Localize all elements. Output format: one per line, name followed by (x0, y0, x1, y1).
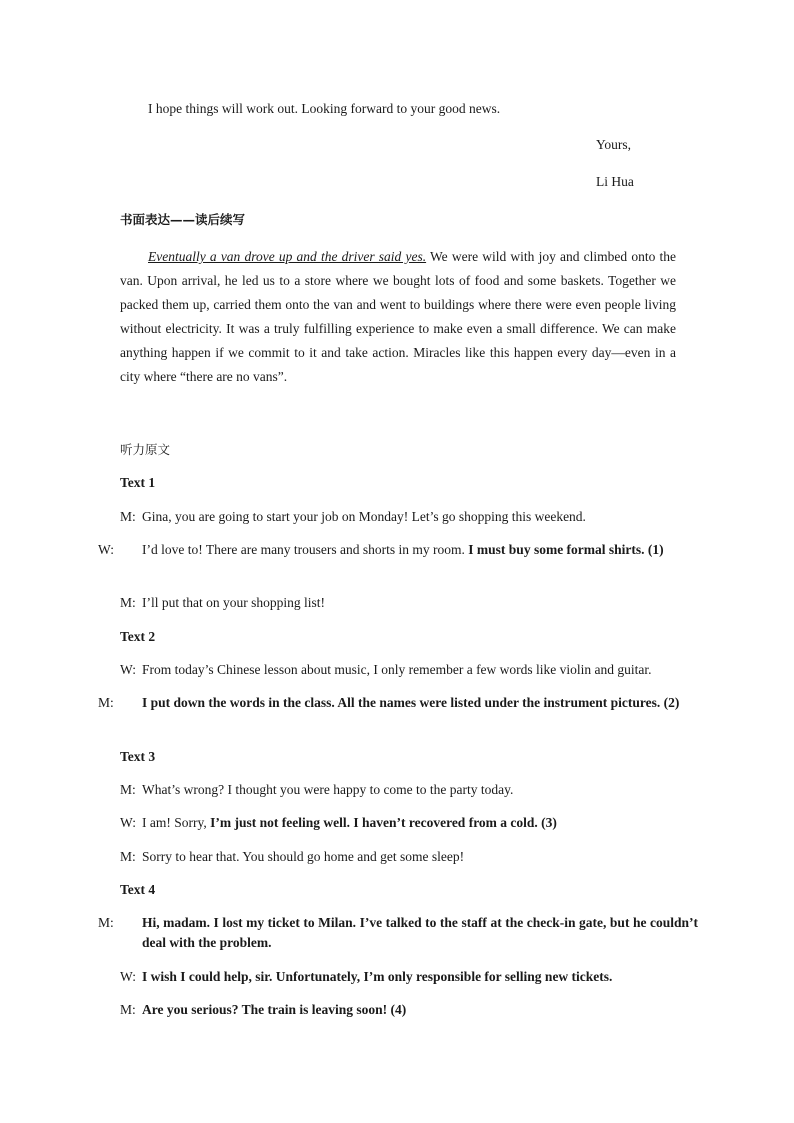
text3-title: Text 3 (120, 749, 156, 764)
text1-line3 (120, 591, 676, 615)
dialogue-text: What’s wrong? I thought you were happy to come to the party today. (142, 782, 514, 797)
dialogue-answer-text: I must buy some formal shirts. (1) (468, 542, 664, 557)
speaker-label: M: (120, 782, 136, 797)
continuation-opening-sentence: Eventually a van drove up and the driver said yes. (148, 249, 427, 264)
speaker-label: M: (120, 509, 136, 524)
text4-title: Text 4 (120, 882, 156, 897)
speaker-label: M: (120, 1002, 136, 1017)
dialogue-text: Sorry to hear that. You should go home and get some sleep! (142, 849, 465, 864)
text4-line1 (98, 913, 698, 953)
speaker-label: M: (120, 595, 136, 610)
text1-line1 (120, 505, 676, 529)
dialogue-text: I’ll put that on your shopping list! (142, 595, 325, 610)
dialogue-text: From today’s Chinese lesson about music, I only remember a few words like violin and guitar. (142, 662, 652, 677)
dialogue-text: I am! Sorry, (142, 815, 211, 830)
dialogue-answer-text: Hi, madam. I lost my ticket to Milan. I’ve talked to the staff at the check-in gate, but he couldn’t deal with the problem. (142, 915, 698, 950)
dialogue-answer-text: I wish I could help, sir. Unfortunately, I’m only responsible for selling new tickets. (142, 969, 613, 984)
text3-line1 (120, 778, 676, 802)
dialogue-text: I’d love to! There are many trousers and shorts in my room. (142, 542, 469, 557)
text1-title: Text 1 (120, 475, 156, 490)
letter-closing-line: I hope things will work out. Looking forward to your good news. (148, 101, 501, 116)
text4-line2 (120, 965, 676, 989)
text2-line2 (98, 693, 698, 713)
speaker-label: M: (98, 915, 114, 930)
dialogue-answer-text: Are you serious? The train is leaving soon! (4) (142, 1002, 407, 1017)
speaker-label: W: (120, 815, 136, 830)
continuation-heading: 书面表达——读后续写 (120, 212, 246, 227)
text1-line2 (98, 540, 698, 560)
listening-heading: 听力原文 (120, 442, 171, 457)
speaker-label: M: (120, 849, 136, 864)
text2-line1 (120, 658, 676, 682)
dialogue-answer-text: I put down the words in the class. All the names were listed under the instrument pictures. (2) (142, 695, 680, 710)
speaker-label: W: (120, 662, 136, 677)
letter-sign-off: Yours, (596, 137, 632, 152)
speaker-label: W: (98, 542, 114, 557)
dialogue-answer-text: I’m just not feeling well. I haven’t recovered from a cold. (3) (210, 815, 557, 830)
continuation-body: We were wild with joy and climbed onto the van. Upon arrival, he led us to a store where we bought lots of food and some baskets. Together we packed them up, carried them onto the van and went to buildings where there were even people living without electricity. It was a truly fulfilling experience to make even a small difference. We can make anything happen if we commit to it and take action. Miracles like this happen every day—even in a city where “there are no vans”. (120, 249, 676, 384)
text4-line3 (120, 998, 676, 1022)
text3-line2 (120, 811, 676, 835)
speaker-label: M: (98, 695, 114, 710)
dialogue-text: Gina, you are going to start your job on Monday! Let’s go shopping this weekend. (142, 509, 586, 524)
text3-line3 (120, 845, 676, 869)
speaker-label: W: (120, 969, 136, 984)
continuation-paragraph (120, 245, 676, 389)
text2-title: Text 2 (120, 629, 156, 644)
letter-signature-name: Li Hua (596, 174, 634, 189)
